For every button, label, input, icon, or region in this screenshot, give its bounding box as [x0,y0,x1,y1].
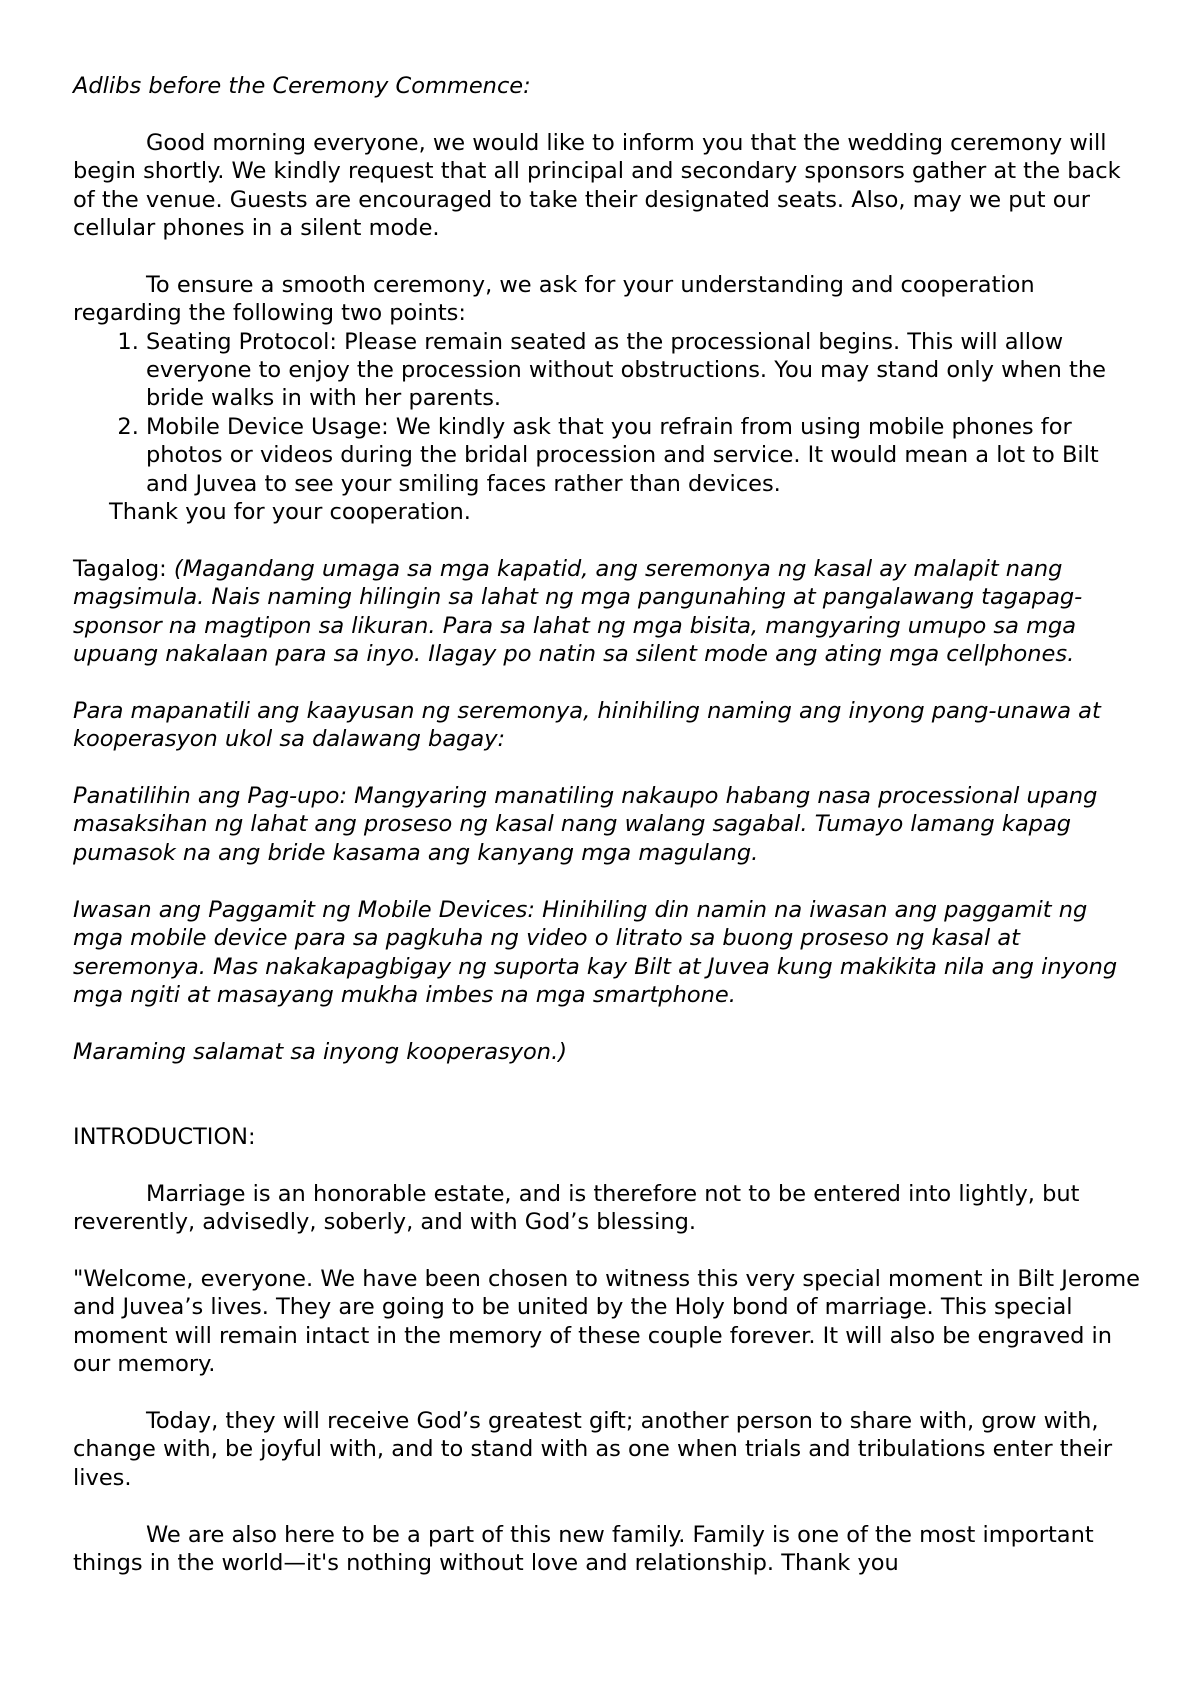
list-item-mobile-device-usage: 2. Mobile Device Usage: We kindly ask that you refrain from using mobile phones for photos or videos during the bridal procession and service. It would mean a lot to Bilt and Juvea to see your smiling faces rather than devices. [146,413,1143,498]
tagalog-paragraph-4: Iwasan ang Paggamit ng Mobile Devices: Hinihiling din namin na iwasan ang paggamit ng mga mobile device para sa pagkuha ng video o litrato sa buong proseso ng kasal at seremonya. Mas nakakapagbigay ng suporta kay Bilt at Juvea kung makikita nila ang inyong mga ngiti at masayang mukha imbes na mga smartphone. [73,896,1118,1008]
tagalog-paragraph-3: Panatilihin ang Pag-upo: Mangyaring manatiling nakaupo habang nasa processional upang masaksihan ng lahat ang proseso ng kasal nang walang sagabal. Tumayo lamang kapag pumasok na ang bride kasama ang kanyang mga magulang. [73,783,1098,866]
spacer [73,1066,1143,1123]
adlibs-thanks: Thank you for your cooperation. [109,499,471,526]
spacer [73,1379,1143,1407]
introduction-paragraph-2: "Welcome, everyone. We have been chosen to witness this very special moment in Bilt Jerome and Juvea’s lives. They are going to be united by the Holy bond of marriage. This special moment will remain intact in the memory of these couple forever. It will also be engraved in our memory. [73,1265,1141,1378]
adlibs-list [73,328,1143,498]
introduction-heading: INTRODUCTION: [73,1123,256,1150]
spacer [73,867,1143,895]
tagalog-paragraph-5: Maraming salamat sa inyong kooperasyon.) [73,1038,568,1065]
spacer [73,1492,1143,1520]
spacer [73,1151,1143,1179]
introduction-paragraph-4: We are also here to be a part of this new family. Family is one of the most important things in the world—it's nothing without love and relationship. Thank you [73,1521,1094,1576]
adlibs-heading: Adlibs before the Ceremony Commence: [73,73,531,99]
spacer [73,668,1143,696]
adlibs-paragraph-1: Good morning everyone, we would like to inform you that the wedding ceremony will begin shortly. We kindly request that all principal and secondary sponsors gather at the back of the venue. Guests are encouraged to take their designated seats. Also, may we put our cellular phones in a silent mode. [73,129,1121,242]
spacer [73,1237,1143,1265]
spacer [73,754,1143,782]
introduction-paragraph-1: Marriage is an honorable estate, and is therefore not to be entered into lightly, but reverently, advisedly, soberly, and with God’s blessing. [73,1180,1080,1236]
tagalog-paragraph-2: Para mapanatili ang kaayusan ng seremonya, hinihiling naming ang inyong pang-unawa at kooperasyon ukol sa dalawang bagay: [73,697,1101,753]
tagalog-text-1: (Magandang umaga sa mga kapatid, ang seremonya ng kasal ay malapit nang magsimula. Nais naming hilingin sa lahat ng mga pangunahing at pangalawang tagapag-sponsor na magtipon sa likuran. Para sa lahat ng mga bisita, mangyaring umupo sa mga upuang nakalaan para sa inyo. Ilagay po natin sa silent mode ang ating mga cellphones. [73,555,1083,668]
spacer [73,526,1143,554]
spacer [73,242,1143,270]
introduction-paragraph-3: Today, they will receive God’s greatest gift; another person to share with, grow with, change with, be joyful with, and to stand with as one when trials and tribulations enter their lives. [73,1407,1113,1491]
document-page [73,72,1143,1577]
adlibs-paragraph-2: To ensure a smooth ceremony, we ask for your understanding and cooperation regarding the following two points: [73,271,1035,327]
spacer [73,1009,1143,1037]
tagalog-paragraph-1 [73,555,1143,669]
list-item-seating-protocol: 1. Seating Protocol: Please remain seated as the processional begins. This will allow everyone to enjoy the procession without obstructions. You may stand only when the bride walks in with her parents. [146,328,1143,413]
tagalog-label: Tagalog: [73,555,174,582]
spacer [73,100,1143,128]
